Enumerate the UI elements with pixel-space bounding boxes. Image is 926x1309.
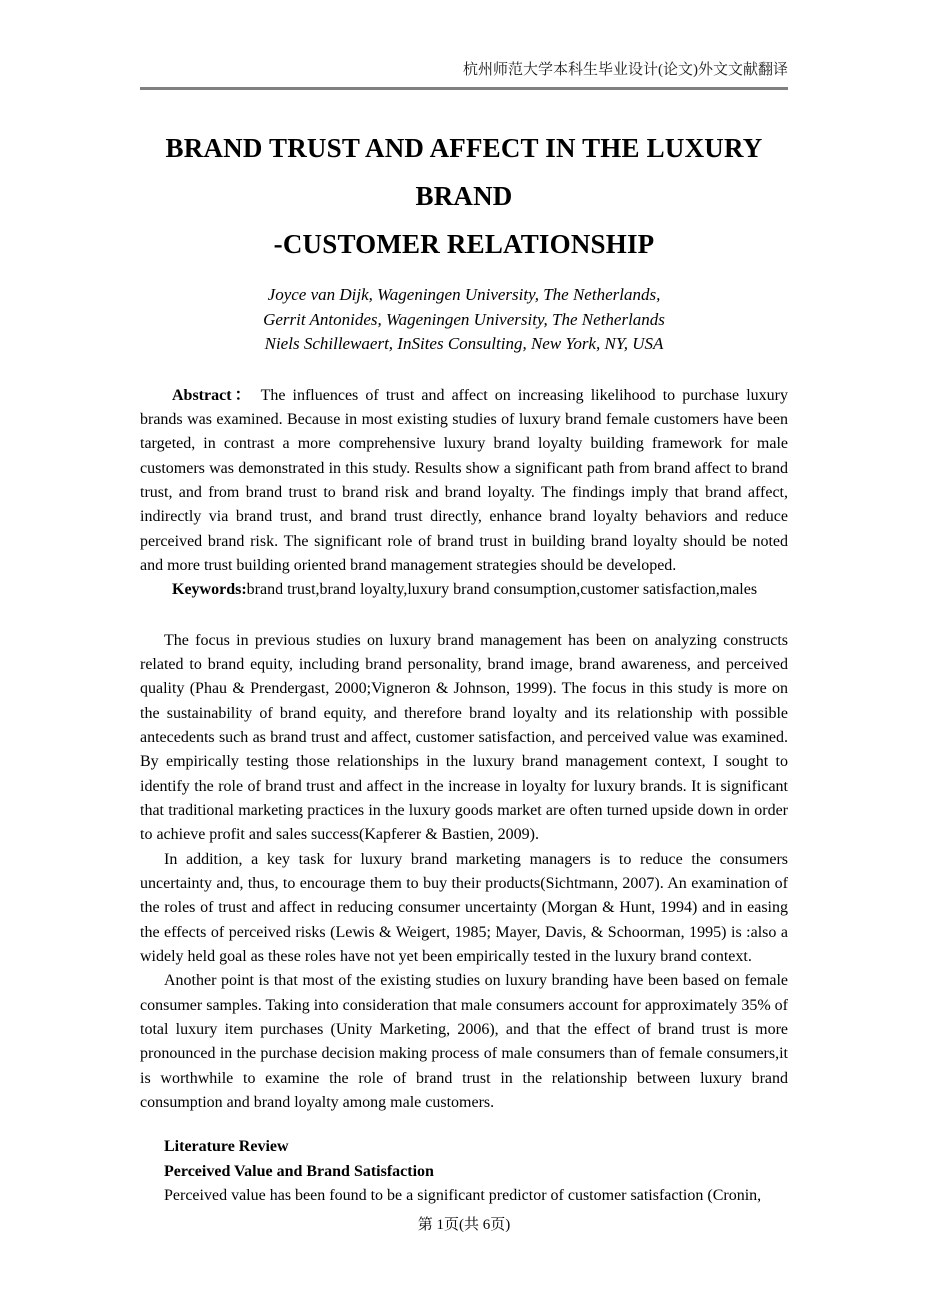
author-line: Niels Schillewaert, InSites Consulting, New York, NY, USA	[264, 334, 664, 353]
page-header-label: 杭州师范大学本科生毕业设计(论文)外文文献翻译	[463, 62, 788, 78]
document-title-line-2: -CUSTOMER RELATIONSHIP	[273, 229, 655, 259]
section-heading-literature-review: Literature Review	[164, 1138, 289, 1156]
body-paragraph-2: In addition, a key task for luxury brand marketing managers is to reduce the consumers uncertainty and, thus, to encourage them to buy their products(Sichtmann, 2007). An examination of the roles of trust and affect in reducing consumer uncertainty (Morgan & Hunt, 1994) and in easing the effects of perceived risks (Lewis & Weigert, 1985; Mayer, Davis, & Schoorman, 1995) is :also a widely held goal as these roles have not yet been empirically tested in the luxury brand context.	[140, 850, 788, 966]
section-paragraph: Perceived value has been found to be a significant predictor of customer satisfaction (Cronin,	[164, 1187, 762, 1205]
literature-review-section	[140, 1135, 788, 1208]
abstract-paragraph	[140, 384, 788, 579]
footer-page-number: 第 1页(共 6页)	[417, 1217, 511, 1233]
document-body	[140, 384, 788, 1209]
abstract-label: Abstract：	[172, 386, 254, 404]
abstract-text: The influences of trust and affect on increasing likelihood to purchase luxury brands was examined. Because in most existing studies of luxury brand female customers have been targeted, in contrast a more comprehensive luxury brand loyalty building framework for male customers was demonstrated in this study. Results show a significant path from brand affect to brand trust, and from brand trust to brand risk and brand loyalty. The findings imply that brand affect, indirectly via brand trust, and brand trust directly, enhance brand loyalty behaviors and reduce perceived brand risk. The significant role of brand trust in building brand loyalty should be noted and more trust building oriented brand management strategies should be developed.	[140, 386, 788, 574]
header-rule	[140, 87, 788, 90]
author-list	[140, 283, 788, 357]
subsection-heading-perceived-value: Perceived Value and Brand Satisfaction	[164, 1162, 434, 1180]
keywords-label: Keywords:	[172, 581, 247, 599]
document-title-line-1: BRAND TRUST AND AFFECT IN THE LUXURY BRAND	[165, 133, 763, 211]
author-line: Gerrit Antonides, Wageningen University, The Netherlands	[263, 309, 665, 329]
keywords-text: brand trust,brand loyalty,luxury brand consumption,customer satisfaction,males	[246, 581, 758, 599]
author-line: Joyce van Dijk, Wageningen University, The Netherlands,	[267, 285, 661, 304]
body-paragraph-3: Another point is that most of the existing studies on luxury branding have been based on female consumer samples. Taking into consideration that male consumers account for approximately 35% of total luxury item purchases (Unity Marketing, 2006), and that the effect of brand trust is more pronounced in the purchase decision making process of male consumers than of female consumers,it is worthwhile to examine the role of brand trust in the relationship between luxury brand consumption and brand loyalty among male customers.	[140, 972, 788, 1112]
keywords-line	[140, 578, 788, 602]
document-title	[140, 124, 788, 268]
body-paragraph-1: The focus in previous studies on luxury brand management has been on analyzing constructs related to brand equity, including brand personality, brand image, brand awareness, and perceived quality (Phau & Prendergast, 2000;Vigneron & Johnson, 1999). The focus in this study is more on the sustainability of brand equity, and therefore brand loyalty and its relationship with possible antecedents such as brand trust and affect, customer satisfaction, and perceived value was examined. By empirically testing those relationships in the luxury brand management context, I sought to identify the role of brand trust and affect in the increase in loyalty for luxury brands. It is significant that traditional marketing practices in the luxury goods market are often turned upside down in order to achieve profit and sales success(Kapferer & Bastien, 2009).	[140, 631, 788, 844]
